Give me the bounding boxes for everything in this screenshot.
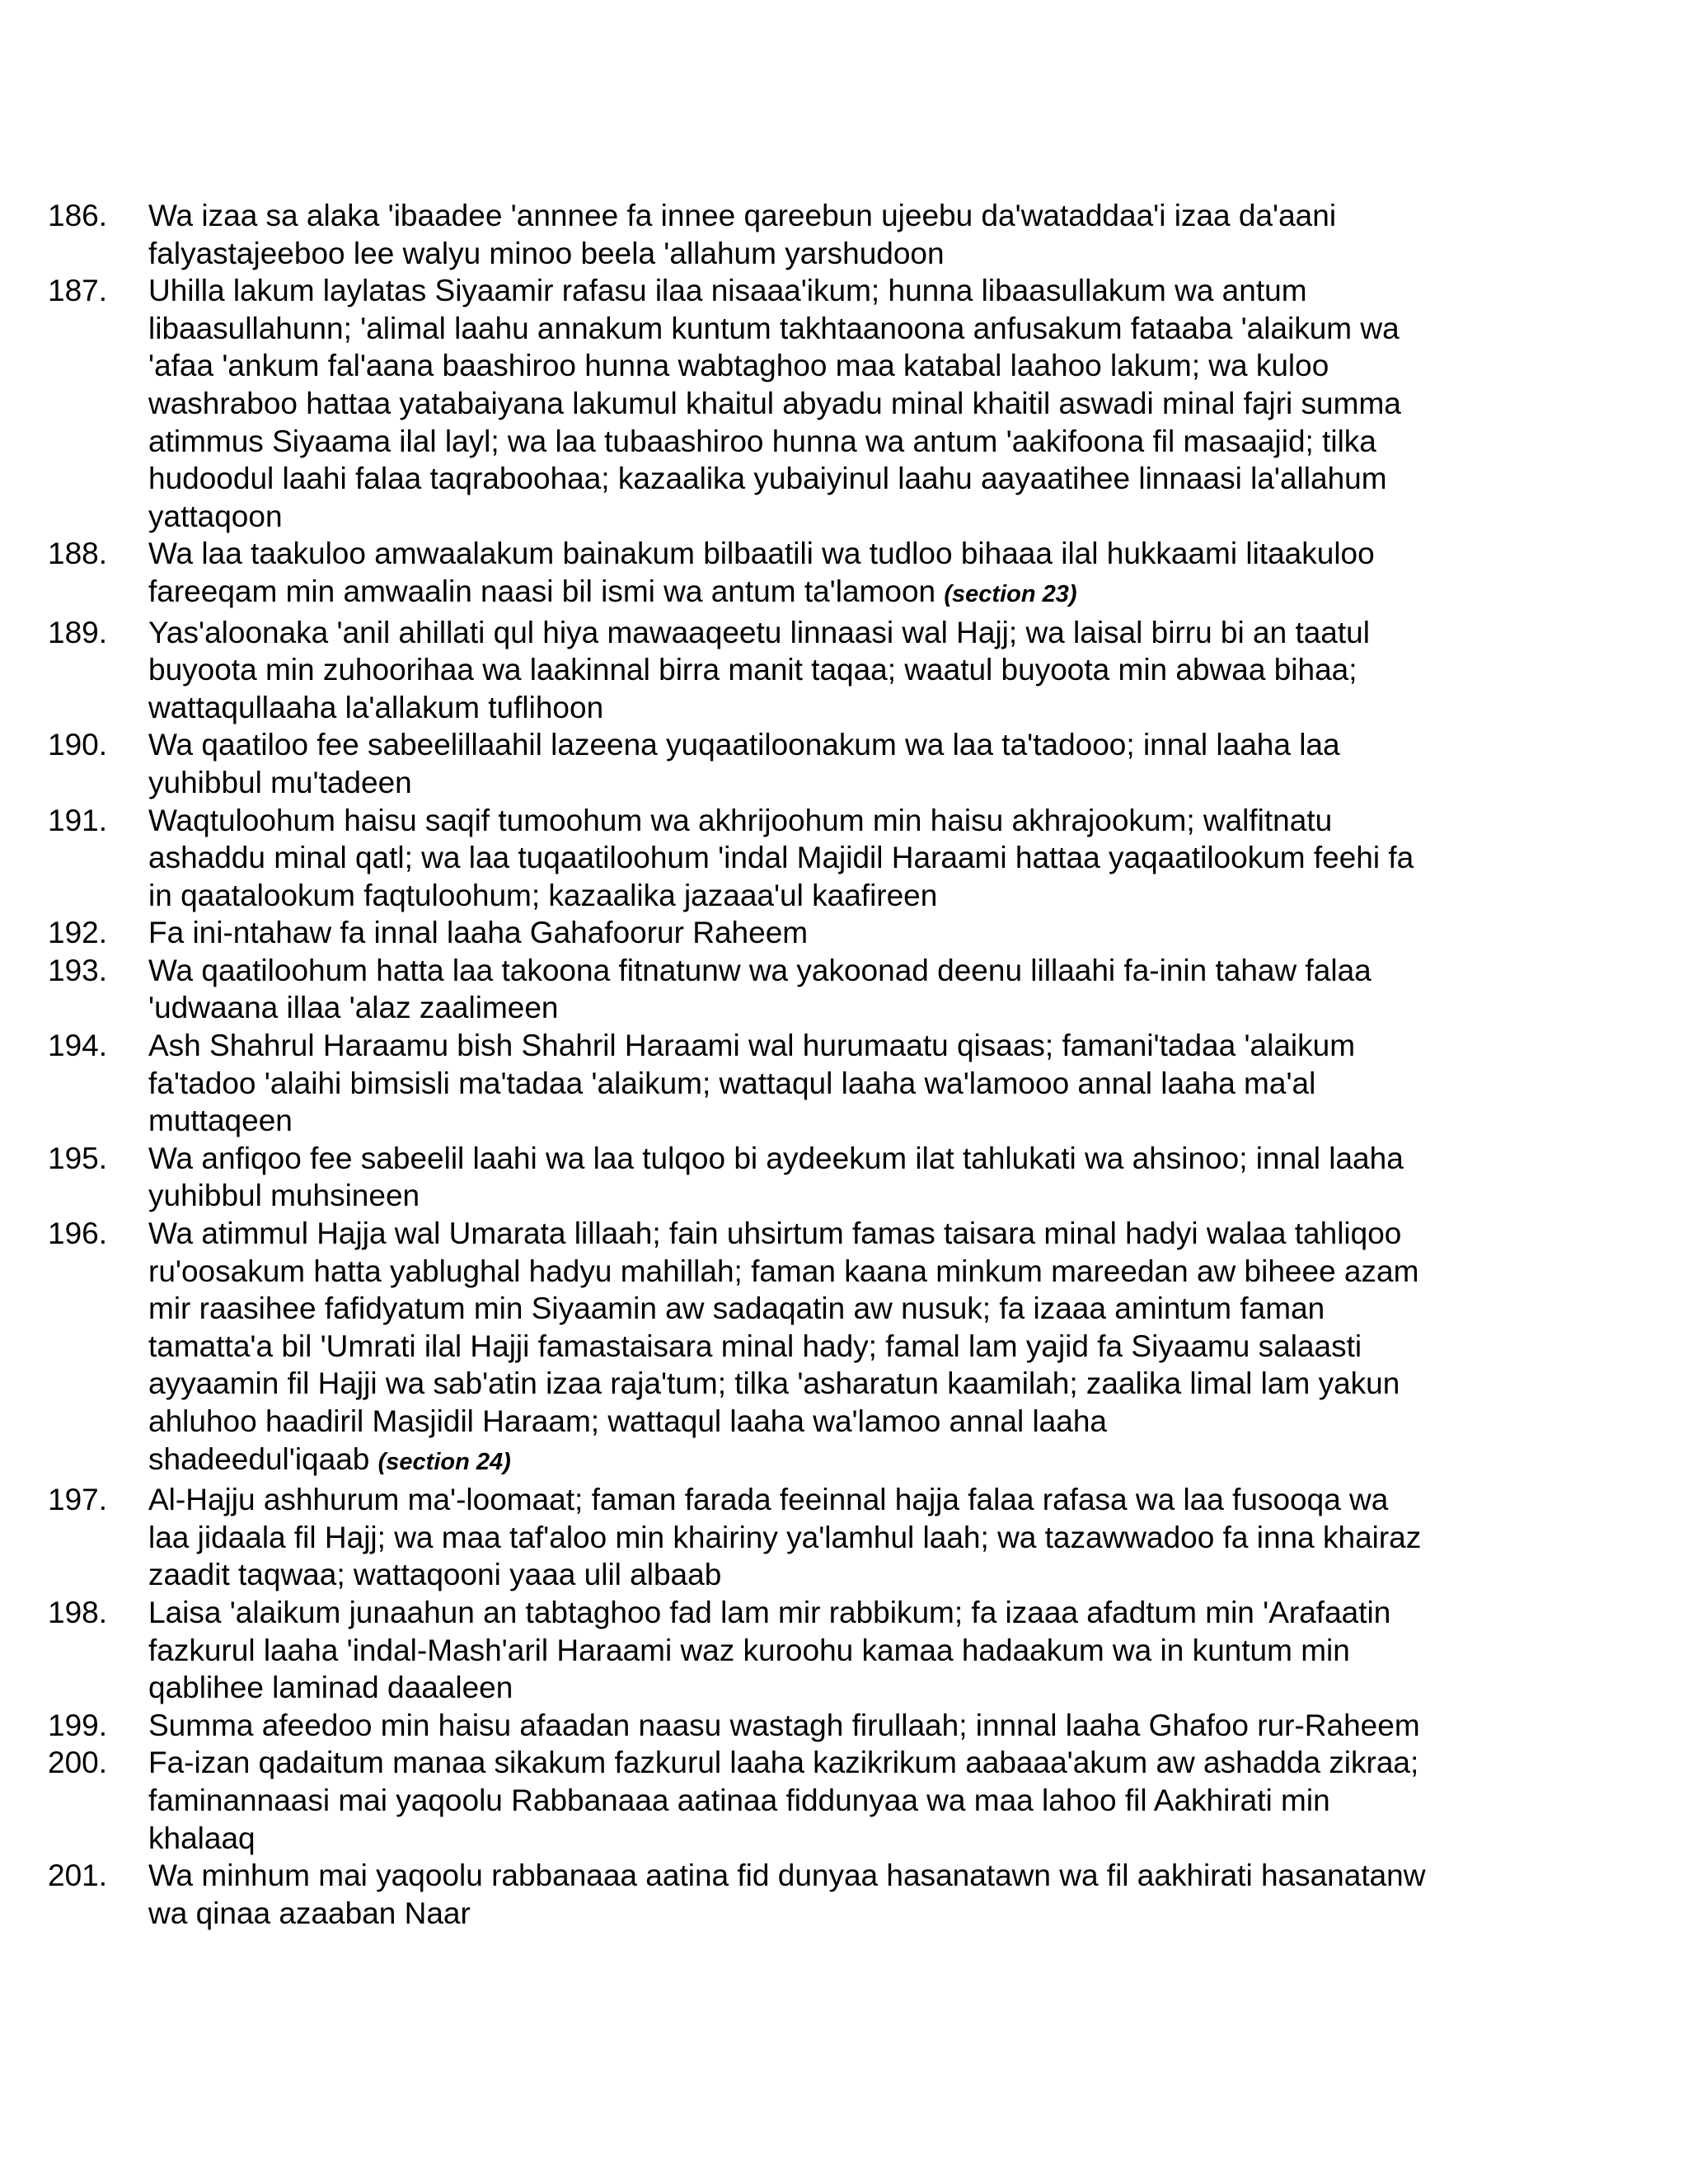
verse-body: Wa laa taakuloo amwaalakum bainakum bilbaatili wa tudloo bihaaa ilal hukkaami litaakuloo fareeqam min amwaalin naasi bil ismi wa antum ta'lamoon (148, 537, 1375, 608)
verse-body: Yas'aloonaka 'anil ahillati qul hiya mawaaqeetu linnaasi wal Hajj; wa laisal birru bi an taatul buyoota min zuhoorihaa wa laakinnal birra manit taqaa; waatul buyoota min abwaa bihaa; wattaqullaaha la'allakum tuflihoon (148, 615, 1370, 724)
verse-body: Waqtuloohum haisu saqif tumoohum wa akhrijoohum min haisu akhrajookum; walfitnatu ashaddu minal qatl; wa laa tuqaatiloohum 'indal Majidil Haraami hattaa yaqaatilookum feehi fa in qaatalookum faqtuloohum; kazaalika jazaaa'ul kaafireen (148, 803, 1414, 912)
verse-item (48, 535, 1630, 613)
verse-text (148, 1857, 1591, 1932)
verse-item (48, 952, 1630, 1027)
verse-number: 195. (48, 1141, 108, 1175)
verse-number: 192. (48, 916, 108, 950)
verse-item (48, 272, 1630, 535)
verse-item (48, 1215, 1630, 1481)
verse-text (148, 272, 1591, 535)
verse-text (148, 726, 1591, 801)
verse-body: Fa-izan qadaitum manaa sikakum fazkurul laaha kazikrikum aabaaa'akum aw ashadda zikraa; faminannaasi mai yaqoolu Rabbanaaa aatinaa fiddunyaa wa maa lahoo fil Aakhirati min khalaaq (148, 1746, 1419, 1855)
verse-number: 199. (48, 1708, 108, 1742)
verse-text (148, 1481, 1591, 1594)
verse-number: 186. (48, 199, 108, 232)
verse-text (148, 1027, 1591, 1140)
verse-text (148, 802, 1591, 915)
verse-body: Wa minhum mai yaqoolu rabbanaaa aatina fid dunyaa hasanatawn wa fil aakhirati hasanatanw wa qinaa azaaban Naar (148, 1858, 1426, 1930)
verse-number: 196. (48, 1216, 108, 1251)
verse-text (148, 952, 1591, 1027)
section-note: (section 24) (377, 1448, 511, 1475)
verse-text (148, 1140, 1591, 1215)
verse-number: 197. (48, 1483, 108, 1517)
verse-body: Wa qaatiloohum hatta laa takoona fitnatunw wa yakoonad deenu lillaahi fa-inin tahaw falaa 'udwaana illaa 'alaz zaalimeen (148, 953, 1372, 1025)
verse-body: Uhilla lakum laylatas Siyaamir rafasu ilaa nisaaa'ikum; hunna libaasullakum wa antum libaasullahunn; 'alimal laahu annakum kuntum takhtaanoona anfusakum fataaba 'alaikum wa 'afaa 'ankum fal'aana baashiroo hunna wabtaghoo maa katabal laahoo lakum; wa kuloo washraboo hattaa yatabaiyana lakumul khaitul abyadu minal khaitil aswadi minal fajri summa atimmus Siyaama ilal layl; wa laa tubaashiroo hunna wa antum 'aakifoona fil masaajid; tilka hudoodul laahi falaa taqraboohaa; kazaalika yubaiyinul laahu aayaatihee linnaasi la'allahum yattaqoon (148, 274, 1401, 533)
verse-item (48, 1594, 1630, 1707)
verse-body: Wa atimmul Hajja wal Umarata lillaah; fain uhsirtum famas taisara minal hadyi walaa tahliqoo ru'oosakum hatta yablughal hadyu mahillah; faman kaana minkum mareedan aw biheee azam mir raasihee fafidyatum min Siyaamin aw sadaqatin aw nusuk; fa izaaa amintum faman tamatta'a bil 'Umrati ilal Hajji famastaisara minal hady; famal lam yajid fa Siyaamu salaasti ayyaamin fil Hajji wa sab'atin izaa raja'tum; tilka 'asharatun kaamilah; zaalika limal lam yakun ahluhoo haadiril Masjidil Haraam; wattaqul laaha wa'lamoo annal laaha shadeedul'iqaab (148, 1216, 1419, 1476)
verse-number: 189. (48, 615, 108, 649)
verse-text (148, 1707, 1591, 1745)
verse-body: Laisa 'alaikum junaahun an tabtaghoo fad lam mir rabbikum; fa izaaa afadtum min 'Arafaatin fazkurul laaha 'indal-Mash'aril Haraami waz kuroohu kamaa hadaakum wa in kuntum min qablihee laminad daaaleen (148, 1595, 1391, 1705)
verse-number: 198. (48, 1595, 108, 1629)
verse-item (48, 614, 1630, 727)
section-note: (section 23) (944, 580, 1077, 607)
verse-item (48, 1707, 1630, 1745)
verse-number: 188. (48, 537, 108, 571)
verse-body: Summa afeedoo min haisu afaadan naasu wastagh firullaah; innnal laaha Ghafoo rur-Raheem (148, 1708, 1420, 1742)
verse-item (48, 726, 1630, 801)
verse-item (48, 914, 1630, 952)
verse-item (48, 1857, 1630, 1932)
verse-body: Wa qaatiloo fee sabeelillaahil lazeena yuqaatiloonakum wa laa ta'tadooo; innal laaha laa yuhibbul mu'tadeen (148, 728, 1340, 799)
verse-item (48, 802, 1630, 915)
verse-number: 187. (48, 274, 108, 308)
verse-item (48, 1027, 1630, 1140)
verse-text (148, 914, 1591, 952)
verse-number: 194. (48, 1029, 108, 1063)
verse-text (148, 197, 1591, 272)
verse-item (48, 1140, 1630, 1215)
verse-number: 191. (48, 803, 108, 837)
verse-list (48, 197, 1630, 1932)
verse-number: 201. (48, 1858, 108, 1893)
verse-text (148, 535, 1591, 613)
verse-text (148, 1215, 1591, 1481)
verse-text (148, 1744, 1591, 1857)
verse-item (48, 197, 1630, 272)
verse-body: Fa ini-ntahaw fa innal laaha Gahafoorur Raheem (148, 916, 809, 950)
verse-item (48, 1744, 1630, 1857)
verse-number: 193. (48, 953, 108, 987)
verse-number: 200. (48, 1746, 108, 1780)
verse-body: Wa izaa sa alaka 'ibaadee 'annnee fa innee qareebun ujeebu da'wataddaa'i izaa da'aani falyastajeeboo lee walyu minoo beela 'allahum yarshudoon (148, 199, 1337, 270)
verse-body: Wa anfiqoo fee sabeelil laahi wa laa tulqoo bi aydeekum ilat tahlukati wa ahsinoo; innal laaha yuhibbul muhsineen (148, 1141, 1404, 1213)
verse-text (148, 614, 1591, 727)
verse-body: Ash Shahrul Haraamu bish Shahril Haraami wal hurumaatu qisaas; famani'tadaa 'alaikum fa'tadoo 'alaihi bimsisli ma'tadaa 'alaikum; wattaqul laaha wa'lamooo annal laaha ma'al muttaqeen (148, 1029, 1356, 1138)
verse-body: Al-Hajju ashhurum ma'-loomaat; faman farada feeinnal hajja falaa rafasa wa laa fusooqa wa laa jidaala fil Hajj; wa maa taf'aloo min khairiny ya'lamhul laah; wa tazawwadoo fa inna khairaz zaadit taqwaa; wattaqooni yaaa ulil albaab (148, 1483, 1422, 1592)
verse-item (48, 1481, 1630, 1594)
verse-number: 190. (48, 728, 108, 762)
verse-text (148, 1594, 1591, 1707)
